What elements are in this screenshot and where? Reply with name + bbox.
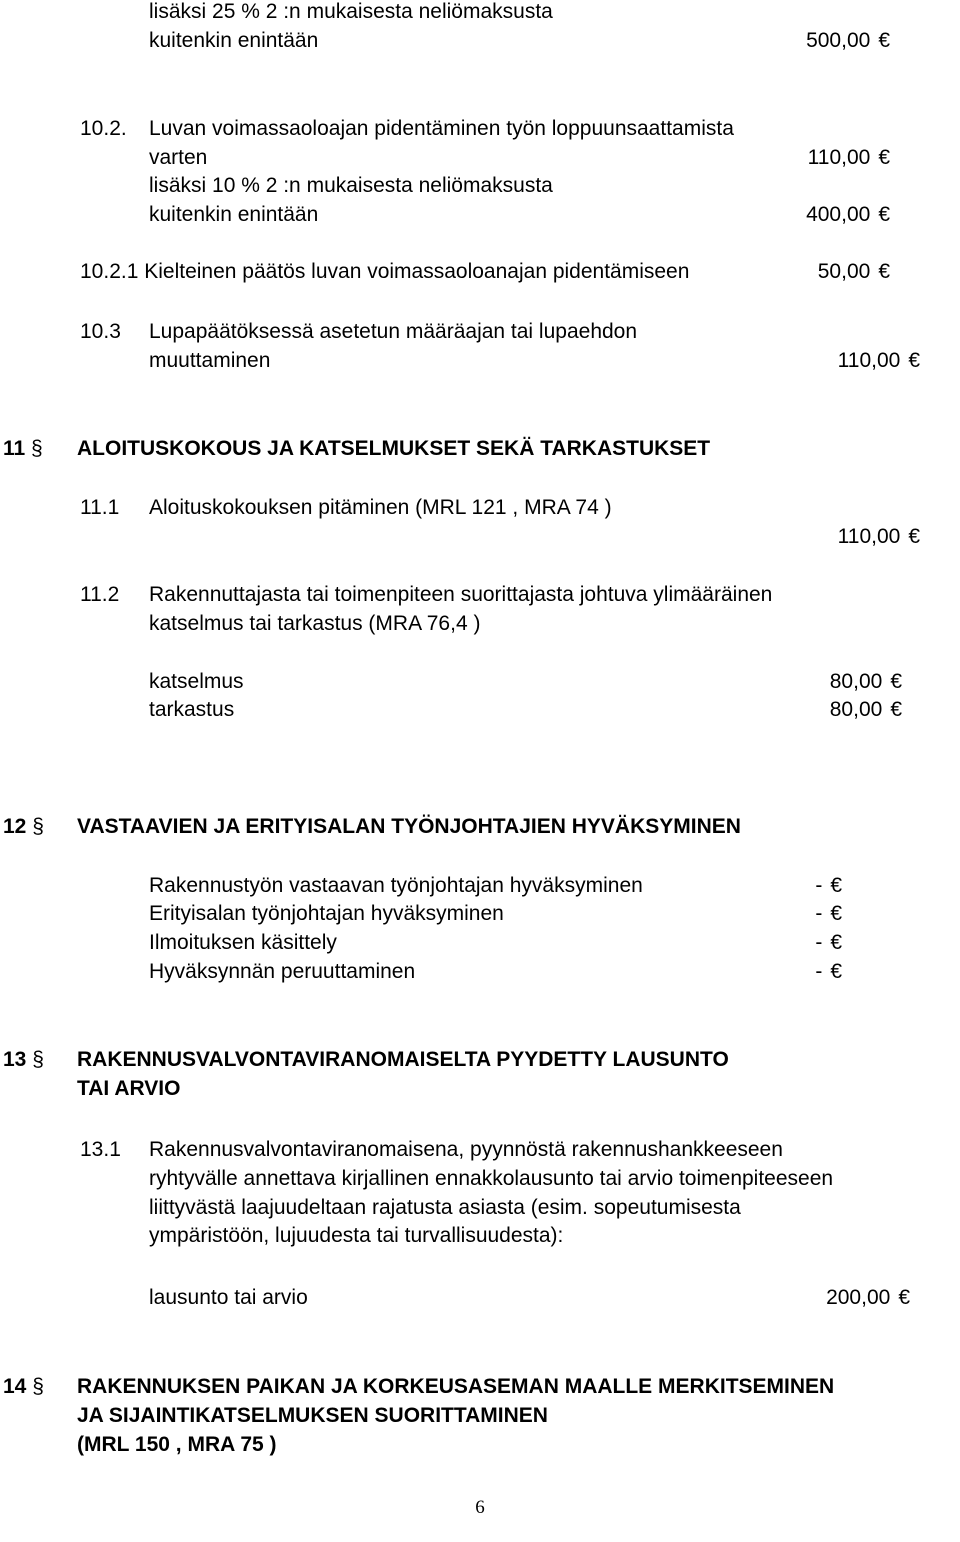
s12-row-2-label: Erityisalan työnjohtajan hyväksyminen [149,902,504,925]
katselmus-amount [830,670,902,694]
euro-symbol: € [878,260,890,283]
section-number: 11 [3,437,26,460]
top-line-1: lisäksi 25 % 2 :n mukaisesta neliömaksusta [149,0,553,23]
euro-symbol: € [830,874,842,897]
section-14-title-line-2: JA SIJAINTIKATSELMUKSEN SUORITTAMINEN [77,1404,548,1427]
lausunto-label: lausunto tai arvio [149,1286,308,1309]
section-10-2-1-amount [818,260,890,284]
section-10-3-number: 10.3 [80,320,121,343]
euro-symbol: € [898,1286,910,1309]
euro-symbol: € [890,670,902,693]
euro-symbol: € [830,931,842,954]
s12-row-3-amount [815,931,842,955]
section-14-title-line-1: RAKENNUKSEN PAIKAN JA KORKEUSASEMAN MAALLE MERKITSEMINEN [77,1375,835,1398]
tarkastus-amount [830,698,902,722]
section-11-2-line-1: Rakennuttajasta tai toimenpiteen suorittajasta johtuva ylimääräinen [149,583,773,606]
section-13-1-line-4: ympäristöön, lujuudesta tai turvallisuudesta): [149,1224,564,1247]
amount-value: - [815,874,823,897]
section-11-2-number: 11.2 [80,583,120,606]
section-10-2-line-4: kuitenkin enintään [149,203,319,226]
section-11-1-text: Aloituskokouksen pitäminen (MRL 121 , MRA 74 ) [149,496,612,519]
section-sign: § [32,1375,44,1398]
amount-value: 400,00 [806,203,871,226]
lausunto-amount [826,1286,910,1310]
euro-symbol: € [878,29,890,52]
section-10-3-line-2: muuttaminen [149,349,271,372]
section-11-title: ALOITUSKOKOUS JA KATSELMUKSET SEKÄ TARKASTUKSET [77,437,711,460]
section-10-2-amount-2 [806,203,890,227]
section-14-heading [3,1375,44,1399]
top-line-2: kuitenkin enintään [149,29,319,52]
s12-row-3-label: Ilmoituksen käsittely [149,931,337,954]
amount-value: - [815,960,823,983]
section-10-3-amount [838,349,920,373]
section-13-1-number: 13.1 [80,1138,121,1161]
euro-symbol: € [890,698,902,721]
amount-value: 110,00 [837,525,901,548]
s12-row-4-label: Hyväksynnän peruuttaminen [149,960,416,983]
euro-symbol: € [878,146,890,169]
s12-row-1-label: Rakennustyön vastaavan työnjohtajan hyväksyminen [149,874,643,897]
euro-symbol: € [830,960,842,983]
section-sign: § [32,815,44,838]
section-10-2-line-1: Luvan voimassaoloajan pidentäminen työn loppuunsaattamista [149,117,734,140]
top-amount [806,29,890,53]
amount-value: 110,00 [837,349,901,372]
section-10-2-amount-1 [808,146,890,170]
section-13-1-line-1: Rakennusvalvontaviranomaisena, pyynnöstä rakennushankkeeseen [149,1138,783,1161]
section-13-1-line-2: ryhtyvälle annettava kirjallinen ennakkolausunto tai arvio toimenpiteeseen [149,1167,834,1190]
section-10-2-1-text: 10.2.1 Kielteinen päätös luvan voimassaoloanajan pidentämiseen [80,260,690,283]
euro-symbol: € [830,902,842,925]
section-number: 13 [3,1048,27,1071]
amount-value: - [815,931,823,954]
section-13-title-line-1: RAKENNUSVALVONTAVIRANOMAISELTA PYYDETTY LAUSUNTO [77,1048,729,1071]
euro-symbol: € [878,203,890,226]
amount-value: 200,00 [826,1286,891,1309]
section-sign: § [31,437,43,460]
section-13-1-line-3: liittyvästä laajuudeltaan rajatusta asiasta (esim. sopeutumisesta [149,1196,741,1219]
section-11-1-number: 11.1 [80,496,120,519]
section-13-title-line-2: TAI ARVIO [77,1077,181,1100]
section-11-2-line-2: katselmus tai tarkastus (MRA 76,4 ) [149,612,481,635]
section-number: 14 [3,1375,27,1398]
amount-value: 50,00 [817,260,871,283]
s12-row-1-amount [815,874,842,898]
page-number: 6 [475,1497,485,1518]
section-11-heading [3,437,43,461]
euro-symbol: € [908,525,920,548]
section-number: 12 [3,815,27,838]
section-12-title: VASTAAVIEN JA ERITYISALAN TYÖNJOHTAJIEN HYVÄKSYMINEN [77,815,741,838]
amount-value: - [815,902,823,925]
section-12-heading [3,815,44,839]
tarkastus-label: tarkastus [149,698,235,721]
section-10-3-line-1: Lupapäätöksessä asetetun määräajan tai lupaehdon [149,320,638,343]
amount-value: 80,00 [829,698,883,721]
section-10-2-line-3: lisäksi 10 % 2 :n mukaisesta neliömaksusta [149,174,553,197]
section-10-2-line-2: varten [149,146,208,169]
section-11-1-amount [838,525,920,549]
s12-row-4-amount [815,960,842,984]
amount-value: 80,00 [829,670,883,693]
amount-value: 500,00 [806,29,871,52]
amount-value: 110,00 [807,146,871,169]
section-14-title-line-3: (MRL 150 , MRA 75 ) [77,1433,277,1456]
section-10-2-number: 10.2. [80,117,127,140]
euro-symbol: € [908,349,920,372]
katselmus-label: katselmus [149,670,244,693]
section-13-heading [3,1048,44,1072]
section-sign: § [32,1048,44,1071]
s12-row-2-amount [815,902,842,926]
